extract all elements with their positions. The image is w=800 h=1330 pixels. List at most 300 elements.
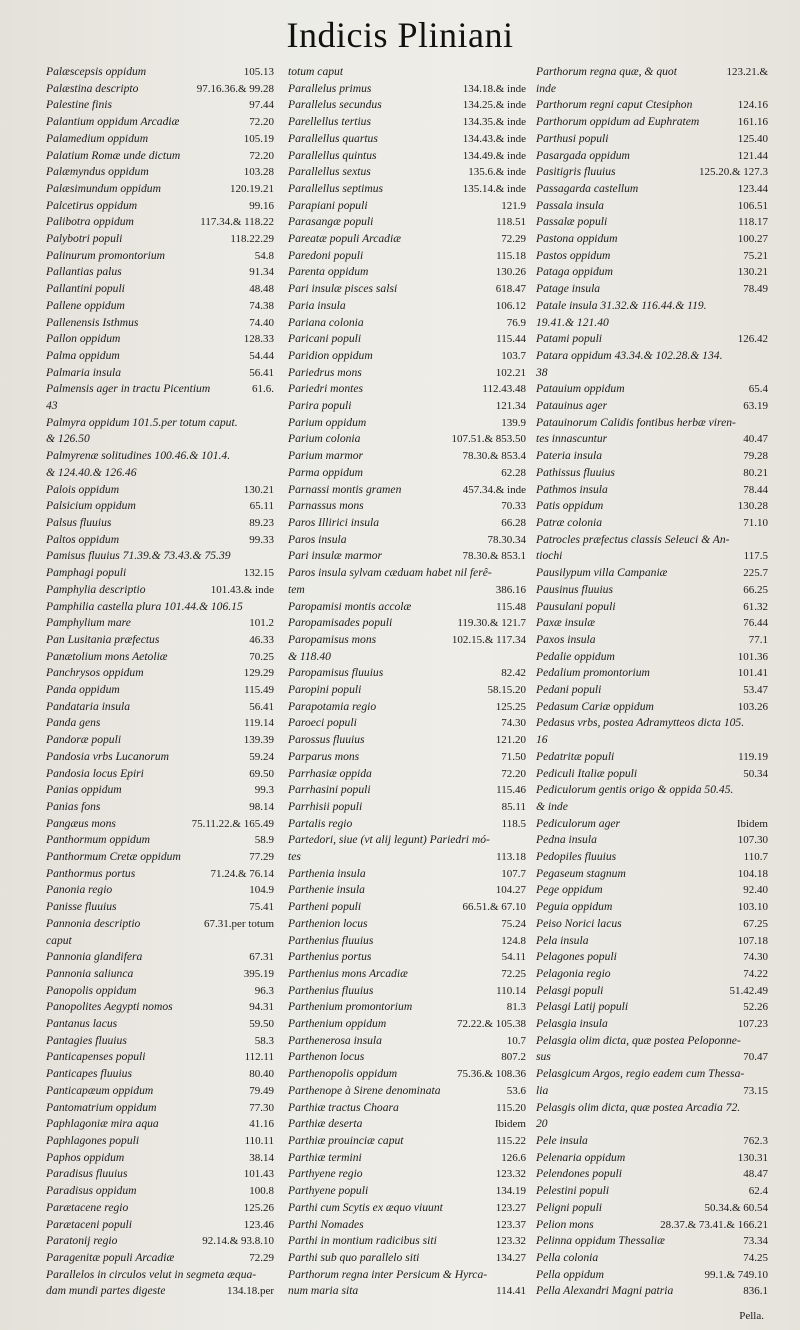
entry-reference: 130.26: [495, 266, 526, 279]
entry-reference: 74.40: [249, 316, 274, 329]
index-entry: [46, 315, 274, 332]
index-entry: [536, 582, 768, 599]
index-entry: [288, 732, 526, 749]
entry-term: Pamisus fluuius 71.39.& 73.43.& 75.39: [46, 549, 231, 563]
index-entry: [536, 799, 768, 816]
index-entry: [536, 231, 768, 248]
entry-term: 19.41.& 121.40: [536, 315, 609, 329]
index-entry: [288, 916, 526, 933]
index-entry: [46, 999, 274, 1016]
index-entry: [288, 515, 526, 532]
entry-term: Pedani populi: [536, 683, 602, 697]
entry-term: Patauium oppidum: [536, 382, 625, 396]
entry-term: Pateria insula: [536, 449, 603, 463]
entry-reference: 80.40: [249, 1068, 274, 1081]
index-entry: [536, 966, 768, 983]
entry-term: Panias oppidum: [46, 783, 122, 797]
entry-reference: 101.43: [243, 1168, 274, 1181]
index-entry: [46, 599, 274, 616]
index-entry: [536, 782, 768, 799]
entry-reference: 126.42: [737, 333, 768, 346]
entry-reference: 107.18: [737, 934, 768, 947]
entry-reference: 125.20.& 127.3: [698, 166, 768, 179]
entry-reference: 130.21: [243, 483, 274, 496]
entry-term: Pathmos insula: [536, 482, 608, 496]
entry-reference: 139.39: [243, 734, 274, 747]
index-entry: [46, 181, 274, 198]
index-entry: [46, 1049, 274, 1066]
index-entry: [288, 415, 526, 432]
index-entry: [288, 114, 526, 131]
entry-term: Peiso Norici lacus: [536, 916, 622, 930]
index-entry: [46, 665, 274, 682]
entry-reference: 85.11: [501, 800, 526, 813]
entry-term: tes: [288, 850, 301, 864]
index-entry: [536, 565, 768, 582]
index-entry: [536, 632, 768, 649]
entry-reference: 113.18: [496, 851, 526, 864]
entry-term: Parallellus sextus: [288, 165, 371, 179]
entry-term: Parthyene regio: [288, 1167, 363, 1181]
entry-term: Palmyrenæ solitudines 100.46.& 101.4.: [46, 449, 231, 463]
entry-reference: 100.27: [737, 233, 768, 246]
index-entry: [46, 365, 274, 382]
entry-reference: 112.43.48: [482, 383, 526, 396]
entry-reference: 72.25: [501, 967, 526, 980]
index-entry: [288, 1150, 526, 1167]
entry-term: Pannonia saliunca: [46, 966, 134, 980]
entry-reference: 59.50: [249, 1018, 274, 1031]
entry-reference: 128.33: [243, 333, 274, 346]
entry-reference: 100.8: [249, 1185, 274, 1198]
index-entry: [46, 1133, 274, 1150]
entry-reference: 56.41: [249, 700, 274, 713]
index-entry: [46, 465, 274, 482]
entry-term: Passala insula: [536, 198, 604, 212]
entry-reference: 54.11: [501, 951, 526, 964]
entry-reference: 134.25.& inde: [462, 99, 526, 112]
index-entry: [536, 866, 768, 883]
index-entry: [288, 1133, 526, 1150]
entry-term: Parossus fluuius: [288, 733, 365, 747]
entry-term: Panthormus portus: [46, 866, 136, 880]
entry-term: Patami populi: [536, 332, 603, 346]
entry-reference: 123.46: [243, 1218, 274, 1231]
entry-reference: 48.47: [743, 1168, 768, 1181]
entry-reference: 79.49: [249, 1084, 274, 1097]
entry-reference: 70.33: [501, 500, 526, 513]
index-entry: [46, 532, 274, 549]
entry-term: 43: [46, 399, 58, 413]
entry-term: Partedori, siue (vt alij legunt) Pariedri mó-: [288, 833, 490, 847]
entry-term: Pege oppidum: [536, 883, 603, 897]
index-entry: [46, 131, 274, 148]
entry-reference: 101.41: [737, 667, 768, 680]
index-entry: [288, 198, 526, 215]
entry-reference: 118.17: [738, 216, 768, 229]
entry-term: Pausilypum villa Campaniæ: [536, 566, 668, 580]
entry-reference: 134.49.& inde: [462, 149, 526, 162]
entry-term: Paropini populi: [288, 683, 362, 697]
index-entry: [536, 431, 768, 448]
entry-reference: 123.32: [495, 1235, 526, 1248]
entry-reference: 58.9: [254, 834, 274, 847]
entry-reference: 66.25: [743, 583, 768, 596]
index-entry: [46, 1283, 274, 1300]
entry-term: Parthi cum Scytis ex æquo viuunt: [288, 1200, 443, 1214]
entry-term: Pallon oppidum: [46, 332, 121, 346]
entry-reference: 40.47: [743, 433, 768, 446]
index-entry: [536, 949, 768, 966]
index-entry: [46, 64, 274, 81]
entry-reference: 114.41: [496, 1285, 526, 1298]
entry-term: Panchrysos oppidum: [46, 666, 144, 680]
entry-term: Pataga oppidum: [536, 265, 613, 279]
entry-term: Pegaseum stagnum: [536, 866, 626, 880]
entry-term: Pedalium promontorium: [536, 666, 650, 680]
index-entry: [288, 1049, 526, 1066]
entry-term: Parthenopolis oppidum: [288, 1067, 398, 1081]
entry-reference: 130.21: [737, 266, 768, 279]
index-entry: [46, 916, 274, 933]
index-entry: [536, 148, 768, 165]
index-entry: [46, 415, 274, 432]
index-entry: [536, 1217, 768, 1234]
entry-reference: 107.30: [737, 834, 768, 847]
entry-reference: 72.22.& 105.38: [456, 1018, 526, 1031]
entry-term: Paros insula sylvam cæduam habet nil ferê-: [288, 566, 492, 580]
entry-term: Panticapæum oppidum: [46, 1083, 154, 1097]
index-entry: [288, 615, 526, 632]
index-entry: [536, 1049, 768, 1066]
entry-reference: 63.19: [743, 400, 768, 413]
entry-reference: 118.22.29: [230, 233, 274, 246]
entry-term: Pathissus fluuius: [536, 465, 615, 479]
entry-term: Pamphylium mare: [46, 616, 131, 630]
entry-reference: 103.7: [501, 349, 526, 362]
entry-reference: 117.34.& 118.22: [200, 216, 274, 229]
entry-reference: 836.1: [743, 1285, 768, 1298]
index-entry: [46, 298, 274, 315]
page-title: Indicis Pliniani: [286, 15, 514, 55]
index-entry: [46, 832, 274, 849]
index-entry: [46, 983, 274, 1000]
entry-term: Palmyra oppidum 101.5.per totum caput.: [46, 415, 238, 429]
entry-term: Pallantias palus: [46, 265, 122, 279]
entry-reference: 73.34: [743, 1235, 768, 1248]
entry-reference: 102.15.& 117.34: [451, 633, 526, 646]
index-entry: [288, 248, 526, 265]
entry-term: Paropamisus fluuius: [288, 666, 384, 680]
entry-term: Pelasgi populi: [536, 983, 604, 997]
index-entry: [46, 782, 274, 799]
entry-term: Panticapenses populi: [46, 1050, 146, 1064]
entry-term: Parthiæ termini: [288, 1150, 362, 1164]
index-entry: [46, 498, 274, 515]
index-entry: [536, 198, 768, 215]
index-entry: [46, 231, 274, 248]
entry-term: Pasitigris fluuius: [536, 165, 616, 179]
entry-term: Pedalie oppidum: [536, 649, 615, 663]
entry-reference: 81.3: [506, 1001, 526, 1014]
entry-reference: 79.28: [743, 450, 768, 463]
entry-reference: 115.18: [496, 249, 526, 262]
entry-reference: 75.11.22.& 165.49: [191, 817, 274, 830]
index-entry: [536, 682, 768, 699]
index-entry: [46, 732, 274, 749]
entry-reference: 76.9: [506, 316, 526, 329]
entry-term: Passalæ populi: [536, 215, 608, 229]
index-entry: [536, 882, 768, 899]
entry-reference: 69.50: [249, 767, 274, 780]
entry-term: Patara oppidum 43.34.& 102.28.& 134.: [536, 348, 723, 362]
index-entry: [46, 198, 274, 215]
entry-reference: 66.51.& 67.10: [462, 901, 526, 914]
entry-term: Panticapes fluuius: [46, 1067, 132, 1081]
index-entry: [536, 448, 768, 465]
entry-reference: 66.28: [501, 516, 526, 529]
entry-term: Panthormum oppidum: [46, 833, 151, 847]
index-entry: [46, 649, 274, 666]
entry-term: Panætolium mons Aetoliæ: [46, 649, 168, 663]
entry-term: num maria sita: [288, 1284, 359, 1298]
entry-reference: 115.44: [496, 333, 526, 346]
index-entry: [536, 214, 768, 231]
entry-reference: 112.11: [244, 1051, 274, 1064]
index-entry: [46, 348, 274, 365]
entry-term: Pediculorum gentis origo & oppida 50.45.: [536, 783, 734, 797]
entry-term: Parrhasiæ oppida: [288, 766, 372, 780]
entry-term: Peguia oppidum: [536, 900, 613, 914]
index-entry: [288, 1217, 526, 1234]
index-entry: [288, 465, 526, 482]
entry-term: Paradisus oppidum: [46, 1184, 137, 1198]
index-entry: [536, 1233, 768, 1250]
index-entry: [288, 398, 526, 415]
index-entry: [288, 331, 526, 348]
entry-term: Parthi Nomades: [288, 1217, 364, 1231]
index-entry: [288, 1200, 526, 1217]
index-entry: [46, 899, 274, 916]
index-entry: [536, 1267, 768, 1284]
index-entry: [288, 1267, 526, 1284]
entry-reference: 121.44: [737, 149, 768, 162]
index-entry: [536, 248, 768, 265]
index-entry: [288, 81, 526, 98]
entry-reference: 103.28: [243, 166, 274, 179]
entry-term: Parthiæ tractus Choara: [288, 1100, 399, 1114]
entry-reference: 104.9: [249, 884, 274, 897]
entry-term: Pedatritæ populi: [536, 749, 615, 763]
entry-term: Pelasgia insula: [536, 1017, 608, 1031]
entry-term: Pallenensis Isthmus: [46, 315, 139, 329]
entry-reference: 395.19: [243, 967, 274, 980]
index-entry: [288, 1233, 526, 1250]
entry-term: Palsicium oppidum: [46, 499, 136, 513]
entry-term: Parætacene regio: [46, 1200, 129, 1214]
entry-term: Pari insulæ marmor: [288, 549, 383, 563]
entry-term: Pella oppidum: [536, 1267, 604, 1281]
index-entry: [536, 1250, 768, 1267]
index-entry: [288, 381, 526, 398]
entry-reference: 38.14: [249, 1151, 274, 1164]
index-entry: [536, 1083, 768, 1100]
entry-reference: 58.3: [254, 1034, 274, 1047]
index-entry: [536, 665, 768, 682]
entry-reference: 92.14.& 93.8.10: [202, 1235, 274, 1248]
index-entry: [536, 548, 768, 565]
entry-reference: 120.19.21: [230, 182, 274, 195]
entry-term: Pausulani populi: [536, 599, 616, 613]
entry-reference: 107.7: [501, 867, 526, 880]
entry-term: Parellellus tertius: [288, 115, 371, 129]
index-entry: [288, 1283, 526, 1300]
entry-term: lia: [536, 1083, 549, 1097]
entry-reference: 50.34.& 60.54: [704, 1201, 768, 1214]
entry-term: Palæscepsis oppidum: [46, 65, 147, 78]
entry-reference: 123.44: [737, 182, 768, 195]
entry-term: Paphlagoniæ mira aqua: [46, 1117, 159, 1131]
entry-term: Parthiæ prouinciæ caput: [288, 1134, 404, 1147]
entry-reference: 78.30.& 853.1: [462, 550, 526, 563]
catchword: Pella.: [739, 1310, 764, 1322]
index-entry: [536, 1033, 768, 1050]
entry-reference: 134.43.& inde: [462, 132, 526, 145]
entry-reference: 67.25: [743, 917, 768, 930]
index-entry: [288, 999, 526, 1016]
entry-term: 20: [536, 1117, 548, 1131]
index-entry: [536, 983, 768, 1000]
entry-reference: 123.21.&: [726, 66, 768, 78]
entry-term: Parallelus secundus: [288, 98, 382, 112]
entry-reference: 101.43.& inde: [210, 583, 274, 596]
index-entry: [288, 1100, 526, 1117]
index-entry: [288, 1250, 526, 1267]
entry-term: Parapotamia regio: [288, 699, 377, 713]
entry-term: Pangæus mons: [46, 816, 116, 830]
index-entry: [536, 1283, 768, 1300]
entry-term: Parthenope à Sirene denominata: [288, 1083, 441, 1097]
entry-reference: 125.25: [495, 700, 526, 713]
entry-reference: 61.32: [743, 600, 768, 613]
index-entry: [536, 766, 768, 783]
entry-reference: 115.20: [496, 1101, 526, 1114]
index-entry: [288, 1016, 526, 1033]
entry-term: Partheni populi: [288, 900, 362, 914]
index-entry: [288, 665, 526, 682]
entry-reference: 97.44: [249, 99, 274, 112]
entry-reference: 71.50: [501, 750, 526, 763]
entry-term: Pantomatrium oppidum: [46, 1100, 157, 1114]
entry-term: Pandataria insula: [46, 699, 131, 713]
entry-reference: 92.40: [743, 884, 768, 897]
index-entry: [288, 749, 526, 766]
entry-term: Parthi in montium radicibus siti: [288, 1234, 437, 1248]
entry-term: Parthenia insula: [288, 866, 366, 880]
index-entry: [288, 832, 526, 849]
index-entry: [46, 448, 274, 465]
index-entry: [288, 799, 526, 816]
index-entry: [288, 599, 526, 616]
entry-term: Parthenie insula: [288, 883, 365, 897]
entry-term: Pantagies fluuius: [46, 1033, 127, 1047]
index-entry: [46, 949, 274, 966]
entry-reference: 106.51: [737, 199, 768, 212]
entry-reference: 73.15: [743, 1084, 768, 1097]
index-entry: [536, 832, 768, 849]
index-entry: [46, 1066, 274, 1083]
index-entry: [288, 816, 526, 833]
index-column-3: [536, 64, 768, 1300]
index-entry: [536, 715, 768, 732]
entry-term: Paros insula: [288, 532, 347, 546]
entry-term: Parallellus quartus: [288, 131, 378, 145]
index-entry: [46, 882, 274, 899]
index-entry: [46, 799, 274, 816]
entry-term: Pelasgia olim dicta, quæ postea Peloponne-: [536, 1033, 741, 1047]
index-column-2: [288, 64, 526, 1300]
entry-term: Pallene oppidum: [46, 298, 125, 312]
index-entry: [46, 281, 274, 298]
index-entry: [288, 498, 526, 515]
entry-reference: 56.41: [249, 366, 274, 379]
entry-reference: 386.16: [495, 583, 526, 596]
entry-term: Pele insula: [536, 1134, 588, 1147]
entry-reference: 134.18.per: [226, 1285, 274, 1298]
entry-reference: 117.5: [743, 550, 768, 563]
entry-reference: 91.34: [249, 266, 274, 279]
entry-reference: 99.16: [249, 199, 274, 212]
index-entry: [46, 1267, 274, 1284]
index-entry: [46, 1150, 274, 1167]
index-entry: [536, 1116, 768, 1133]
index-entry: [46, 431, 274, 448]
index-entry: [46, 1250, 274, 1267]
index-entry: [46, 632, 274, 649]
entry-term: Pareatæ populi Arcadiæ: [288, 232, 401, 246]
entry-term: Pelion mons: [536, 1217, 594, 1231]
entry-reference: 98.14: [249, 800, 274, 813]
entry-reference: 94.31: [249, 1001, 274, 1014]
index-entry: [46, 1116, 274, 1133]
entry-reference: 121.20: [495, 734, 526, 747]
entry-reference: 65.11: [249, 500, 274, 513]
entry-reference: 75.21: [743, 249, 768, 262]
entry-reference: 89.23: [249, 516, 274, 529]
entry-term: Parium marmor: [288, 449, 364, 463]
entry-term: Panisse fluuius: [46, 900, 117, 914]
index-entry: [288, 281, 526, 298]
entry-term: Palæmyndus oppidum: [46, 165, 149, 179]
entry-reference: 72.20: [249, 116, 274, 129]
entry-term: Palsus fluuius: [46, 515, 112, 529]
entry-term: totum caput: [288, 65, 344, 78]
entry-term: Pelasgi Latij populi: [536, 1000, 629, 1014]
index-entry: [46, 615, 274, 632]
index-entry: [46, 1183, 274, 1200]
entry-term: Patauinorum Calidis fontibus herbæ viren-: [536, 415, 736, 429]
index-entry: [536, 298, 768, 315]
entry-reference: 123.37: [495, 1218, 526, 1231]
entry-term: Pandosia locus Epiri: [46, 766, 144, 780]
entry-term: Paredoni populi: [288, 248, 364, 262]
entry-term: Pela insula: [536, 933, 589, 947]
entry-reference: Ibidem: [494, 1118, 526, 1131]
index-entry: [288, 882, 526, 899]
entry-term: Parrhisii populi: [288, 799, 363, 813]
entry-reference: 121.34: [495, 400, 526, 413]
index-entry: [288, 214, 526, 231]
